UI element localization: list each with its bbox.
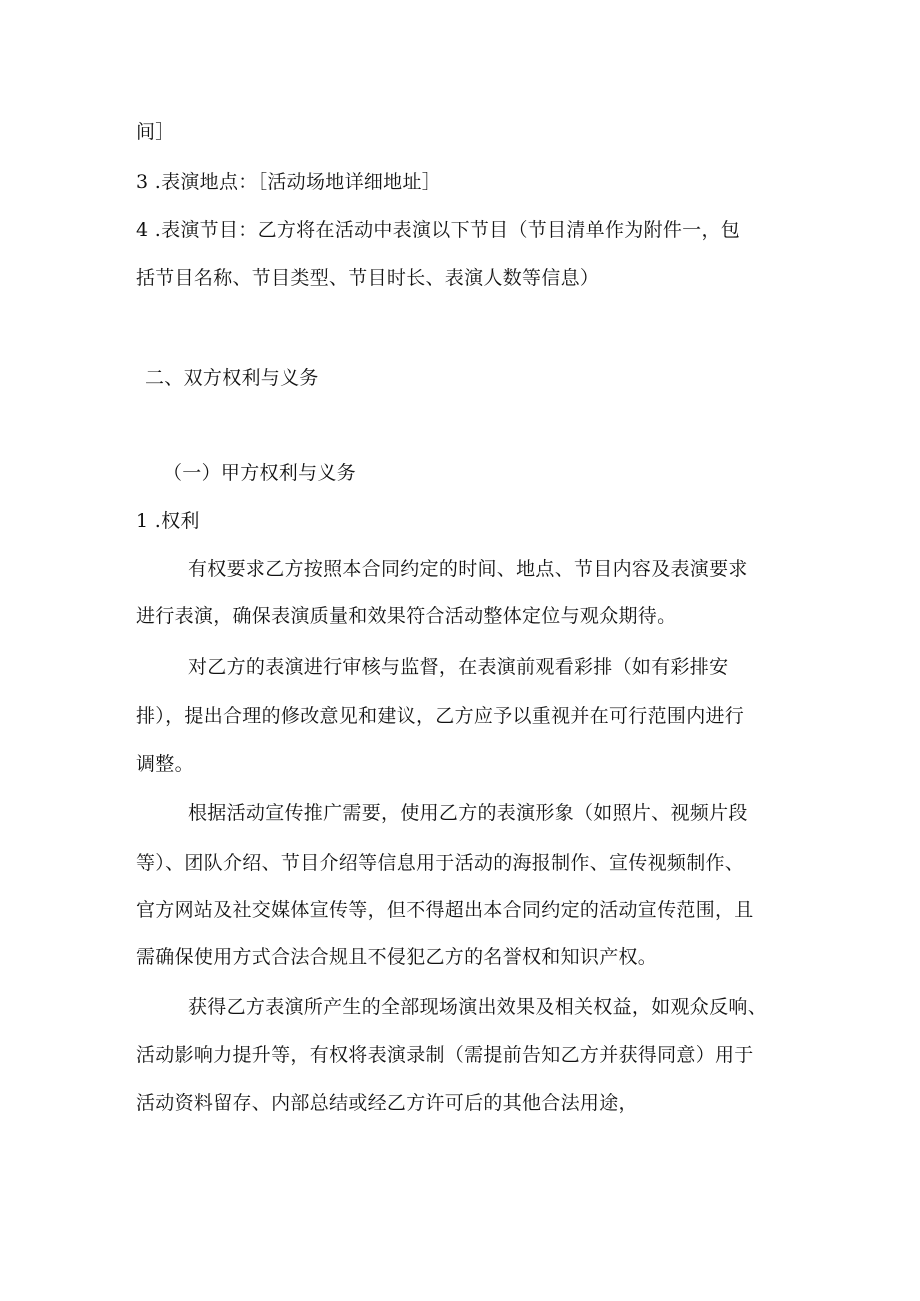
paragraph-3-line-3: 官方网站及社交媒体宣传等，但不得超出本合同约定的活动宣传范围，且 (136, 899, 754, 921)
paragraph-1-line-1: 有权要求乙方按照本合同约定的时间、地点、节目内容及表演要求 (188, 558, 748, 580)
paragraph-3-line-2: 等）、团队介绍、节目介绍等信息用于活动的海报制作、宣传视频制作、 (136, 852, 745, 874)
paragraph-2-line-3: 调整。 (136, 753, 194, 775)
paragraph-1-line-2: 进行表演，确保表演质量和效果符合活动整体定位与观众期待。 (136, 605, 677, 627)
section-heading: 二、双方权利与义务 (145, 367, 319, 389)
paragraph-4-line-1: 获得乙方表演所产生的全部现场演出效果及相关权益，如观众反响、 (188, 996, 768, 1018)
paragraph-4-line-3: 活动资料留存、内部总结或经乙方许可后的其他合法用途， (136, 1092, 638, 1114)
paragraph-4-line-2: 活动影响力提升等，有权将表演录制（需提前告知乙方并获得同意）用于 (136, 1044, 754, 1066)
subsection-heading: （一）甲方权利与义务 (163, 462, 357, 484)
item-heading: 1 .权利 (136, 510, 200, 532)
text-line-3: 4 .表演节目：乙方将在活动中表演以下节目（节目清单作为附件一，包 (136, 219, 741, 241)
paragraph-2-line-1: 对乙方的表演进行审核与监督，在表演前观看彩排（如有彩排安 (188, 656, 729, 678)
paragraph-2-line-2: 排），提出合理的修改意见和建议，乙方应予以重视并在可行范围内进行 (136, 705, 745, 727)
text-line-1: 间］ (136, 121, 175, 143)
paragraph-3-line-4: 需确保使用方式合法合规且不侵犯乙方的名誉权和知识产权。 (136, 946, 658, 968)
text-line-2: 3 .表演地点：［活动场地详细地址］ (136, 171, 442, 193)
paragraph-3-line-1: 根据活动宣传推广需要，使用乙方的表演形象（如照片、视频片段 (188, 802, 748, 824)
text-line-4: 括节目名称、节目类型、节目时长、表演人数等信息） (136, 267, 600, 289)
